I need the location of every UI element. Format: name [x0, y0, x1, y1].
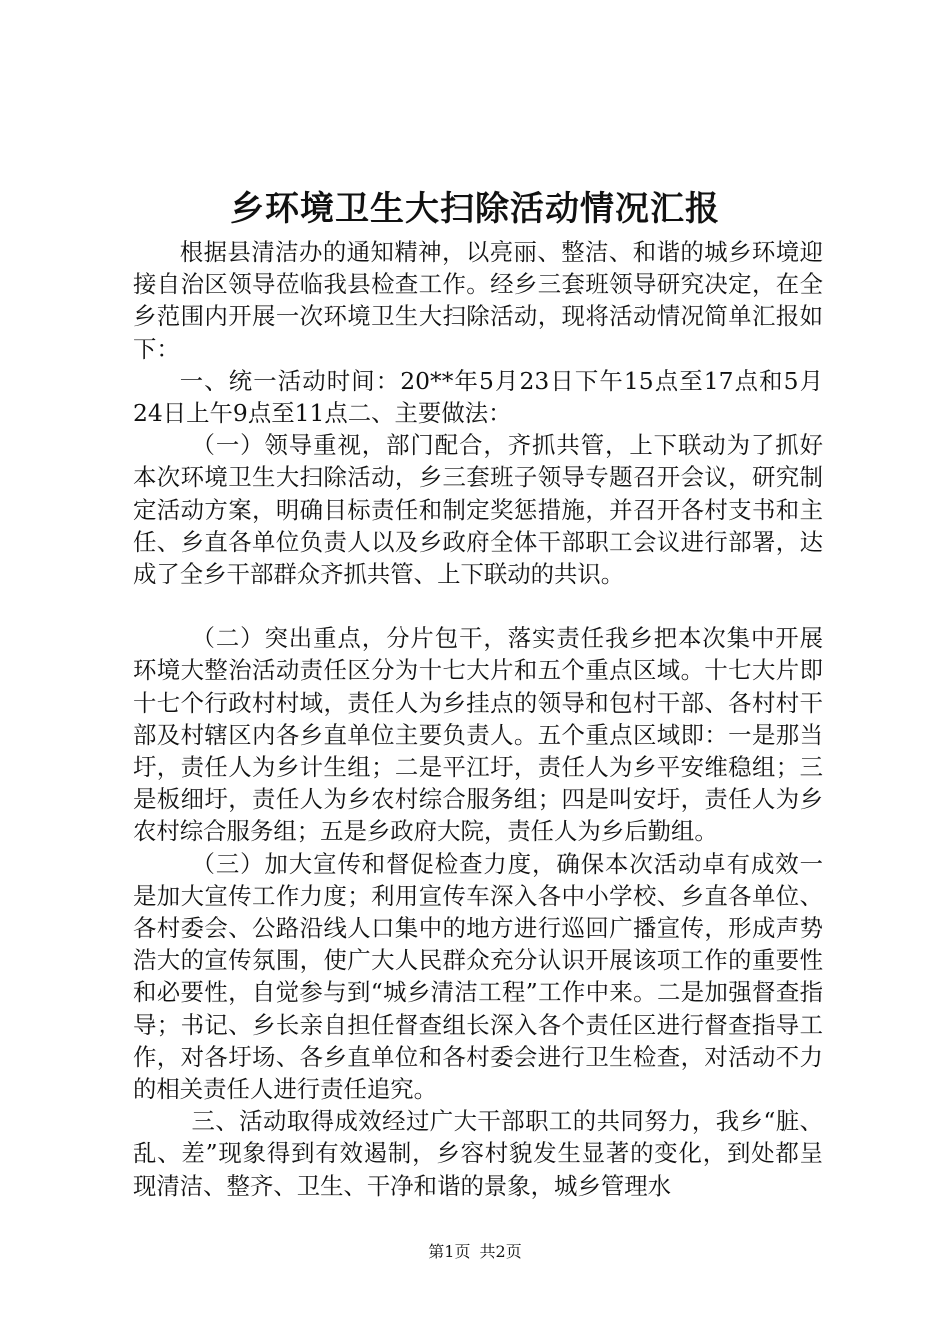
page-footer [0, 1241, 950, 1263]
paragraph-intro: 根据县清洁办的通知精神，以亮丽、整洁、和谐的城乡环境迎接自治区领导莅临我县检查工作。经乡三套班领导研究决定，在全乡范围内开展一次环境卫生大扫除活动，现将活动情况简单汇报如下： [133, 238, 823, 363]
document-title: 乡环境卫生大扫除活动情况汇报 [230, 189, 720, 229]
paragraph-item-1: （一）领导重视，部门配合，齐抓共管，上下联动为了抓好本次环境卫生大扫除活动，乡三套班子领导专题召开会议，研究制定活动方案，明确目标责任和制定奖惩措施，并召开各村支书和主任、乡直各单位负责人以及乡政府全体干部职工会议进行部署，达成了全乡干部群众齐抓共管、上下联动的共识。 [133, 431, 823, 589]
paragraph-item-3: （三）加大宣传和督促检查力度，确保本次活动卓有成效一是加大宣传工作力度；利用宣传车深入各中小学校、乡直各单位、各村委会、公路沿线人口集中的地方进行巡回广播宣传，形成声势浩大的宣传氛围，使广大人民群众充分认识开展该项工作的重要性和必要性，自觉参与到“城乡清洁工程”工作中来。二是加强督查指导；书记、乡长亲自担任督查组长深入各个责任区进行督查指导工作，对各圩场、各乡直单位和各村委会进行卫生检查，对活动不力的相关责任人进行责任追究。 [133, 849, 823, 1104]
page-total: 共2页 [479, 1242, 522, 1261]
page-number: 第1页 [428, 1242, 471, 1261]
document-body [133, 236, 823, 1202]
paragraph-item-2: （二）突出重点，分片包干，落实责任我乡把本次集中开展环境大整治活动责任区分为十七大片和五个重点区域。十七大片即十七个行政村村域，责任人为乡挂点的领导和包村干部、各村村干部及村辖区内各乡直单位主要负责人。五个重点区域即：一是那当圩，责任人为乡计生组；二是平江圩，责任人为乡平安维稳组；三是板细圩，责任人为乡农村综合服务组；四是叫安圩，责任人为乡农村综合服务组；五是乡政府大院，责任人为乡后勤组。 [133, 624, 823, 846]
paragraph-section-1: 一、统一活动时间：20**年5月23日下午15点至17点和5月24日上午9点至11点二、主要做法： [133, 366, 823, 428]
paragraph-section-3: 三、活动取得成效经过广大干部职工的共同努力，我乡“脏、乱、差”现象得到有效遏制，乡容村貌发生显著的变化，到处都呈现清洁、整齐、卫生、干净和谐的景象，城乡管理水 [133, 1107, 823, 1200]
